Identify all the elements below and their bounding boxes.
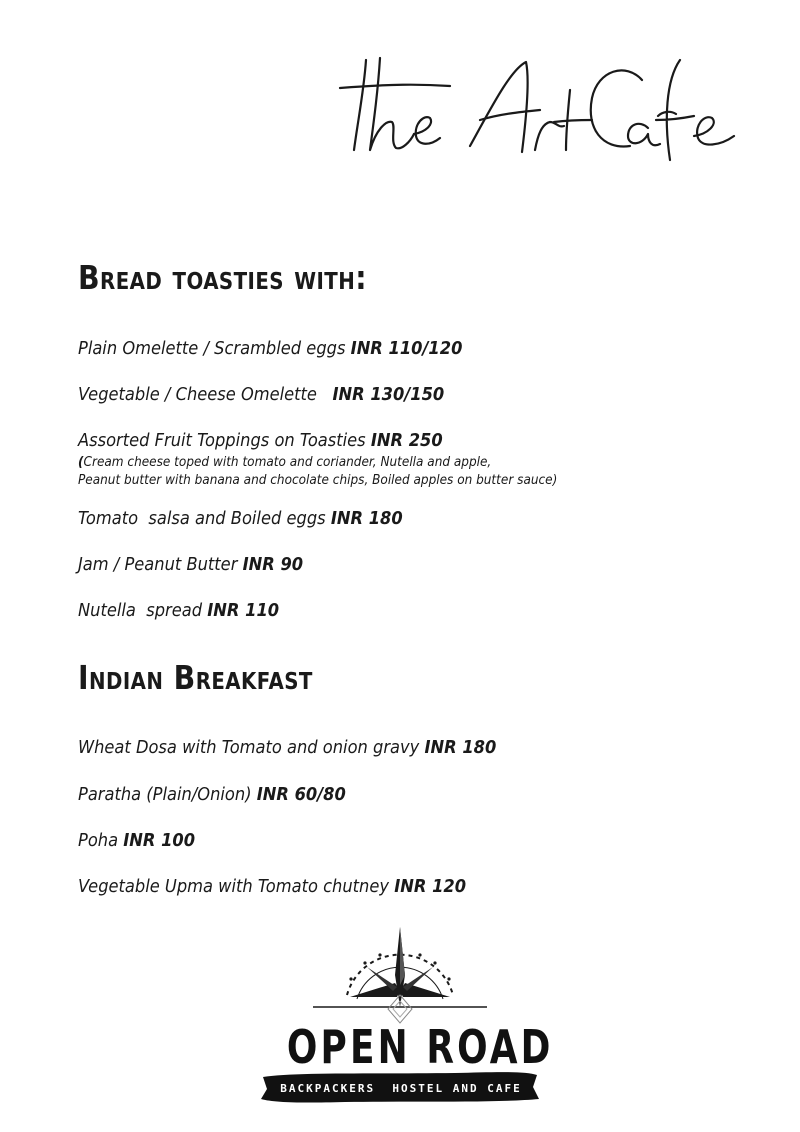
menu-item-price: INR 110 <box>207 601 280 621</box>
menu-item <box>78 339 462 359</box>
logo-subtitle: BACKPACKERS HOSTEL AND CAFE <box>280 1082 522 1095</box>
note-open-paren: ( <box>78 455 84 470</box>
menu-item-price: INR 110/120 <box>350 339 463 359</box>
menu-item-name: Tomato salsa and Boiled eggs <box>78 509 331 529</box>
menu-item-price: INR 180 <box>330 509 403 529</box>
menu-item-name: Wheat Dosa with Tomato and onion gravy <box>78 738 425 758</box>
menu-item-price: INR 120 <box>394 877 467 897</box>
menu-item <box>78 877 466 897</box>
menu-item <box>78 785 346 805</box>
menu-item-price: INR 250 <box>370 431 443 451</box>
menu-item-name: Vegetable / Cheese Omelette <box>78 385 333 405</box>
menu-item-name: Poha <box>78 831 124 851</box>
menu-item-price: INR 90 <box>242 555 304 575</box>
menu-item <box>78 509 403 529</box>
open-road-logo <box>255 925 554 1110</box>
note-line-2: Peanut butter with banana and chocolate chips, Boiled apples on butter sauce) <box>78 473 558 488</box>
menu-item-name: Vegetable Upma with Tomato chutney <box>78 877 395 897</box>
brand-script-lettering <box>330 50 750 165</box>
menu-item-name: Nutella spread <box>78 601 208 621</box>
section-title-bread-toasties: Bread toasties with: <box>78 258 367 297</box>
menu-item-price: INR 180 <box>424 738 497 758</box>
note-line-1: Cream cheese toped with tomato and coriander, Nutella and apple, <box>83 455 492 470</box>
menu-item-name: Jam / Peanut Butter <box>78 555 243 575</box>
brand-logo <box>330 50 750 165</box>
menu-item-price: INR 100 <box>123 831 196 851</box>
menu-item <box>78 431 443 451</box>
menu-item-price: INR 130/150 <box>332 385 445 405</box>
menu-item-name: Assorted Fruit Toppings on Toasties <box>78 431 371 451</box>
menu-item-name: Plain Omelette / Scrambled eggs <box>78 339 351 359</box>
menu-item <box>78 555 303 575</box>
menu-item <box>78 738 496 758</box>
menu-item <box>78 601 279 621</box>
menu-item-name: Paratha (Plain/Onion) <box>78 785 257 805</box>
section-title-indian-breakfast: Indian Breakfast <box>78 658 313 697</box>
menu-item <box>78 385 444 405</box>
menu-item-note <box>78 454 557 490</box>
menu-item-price: INR 60/80 <box>256 785 346 805</box>
logo-title: OPEN ROAD <box>286 1020 554 1074</box>
menu-item <box>78 831 195 851</box>
